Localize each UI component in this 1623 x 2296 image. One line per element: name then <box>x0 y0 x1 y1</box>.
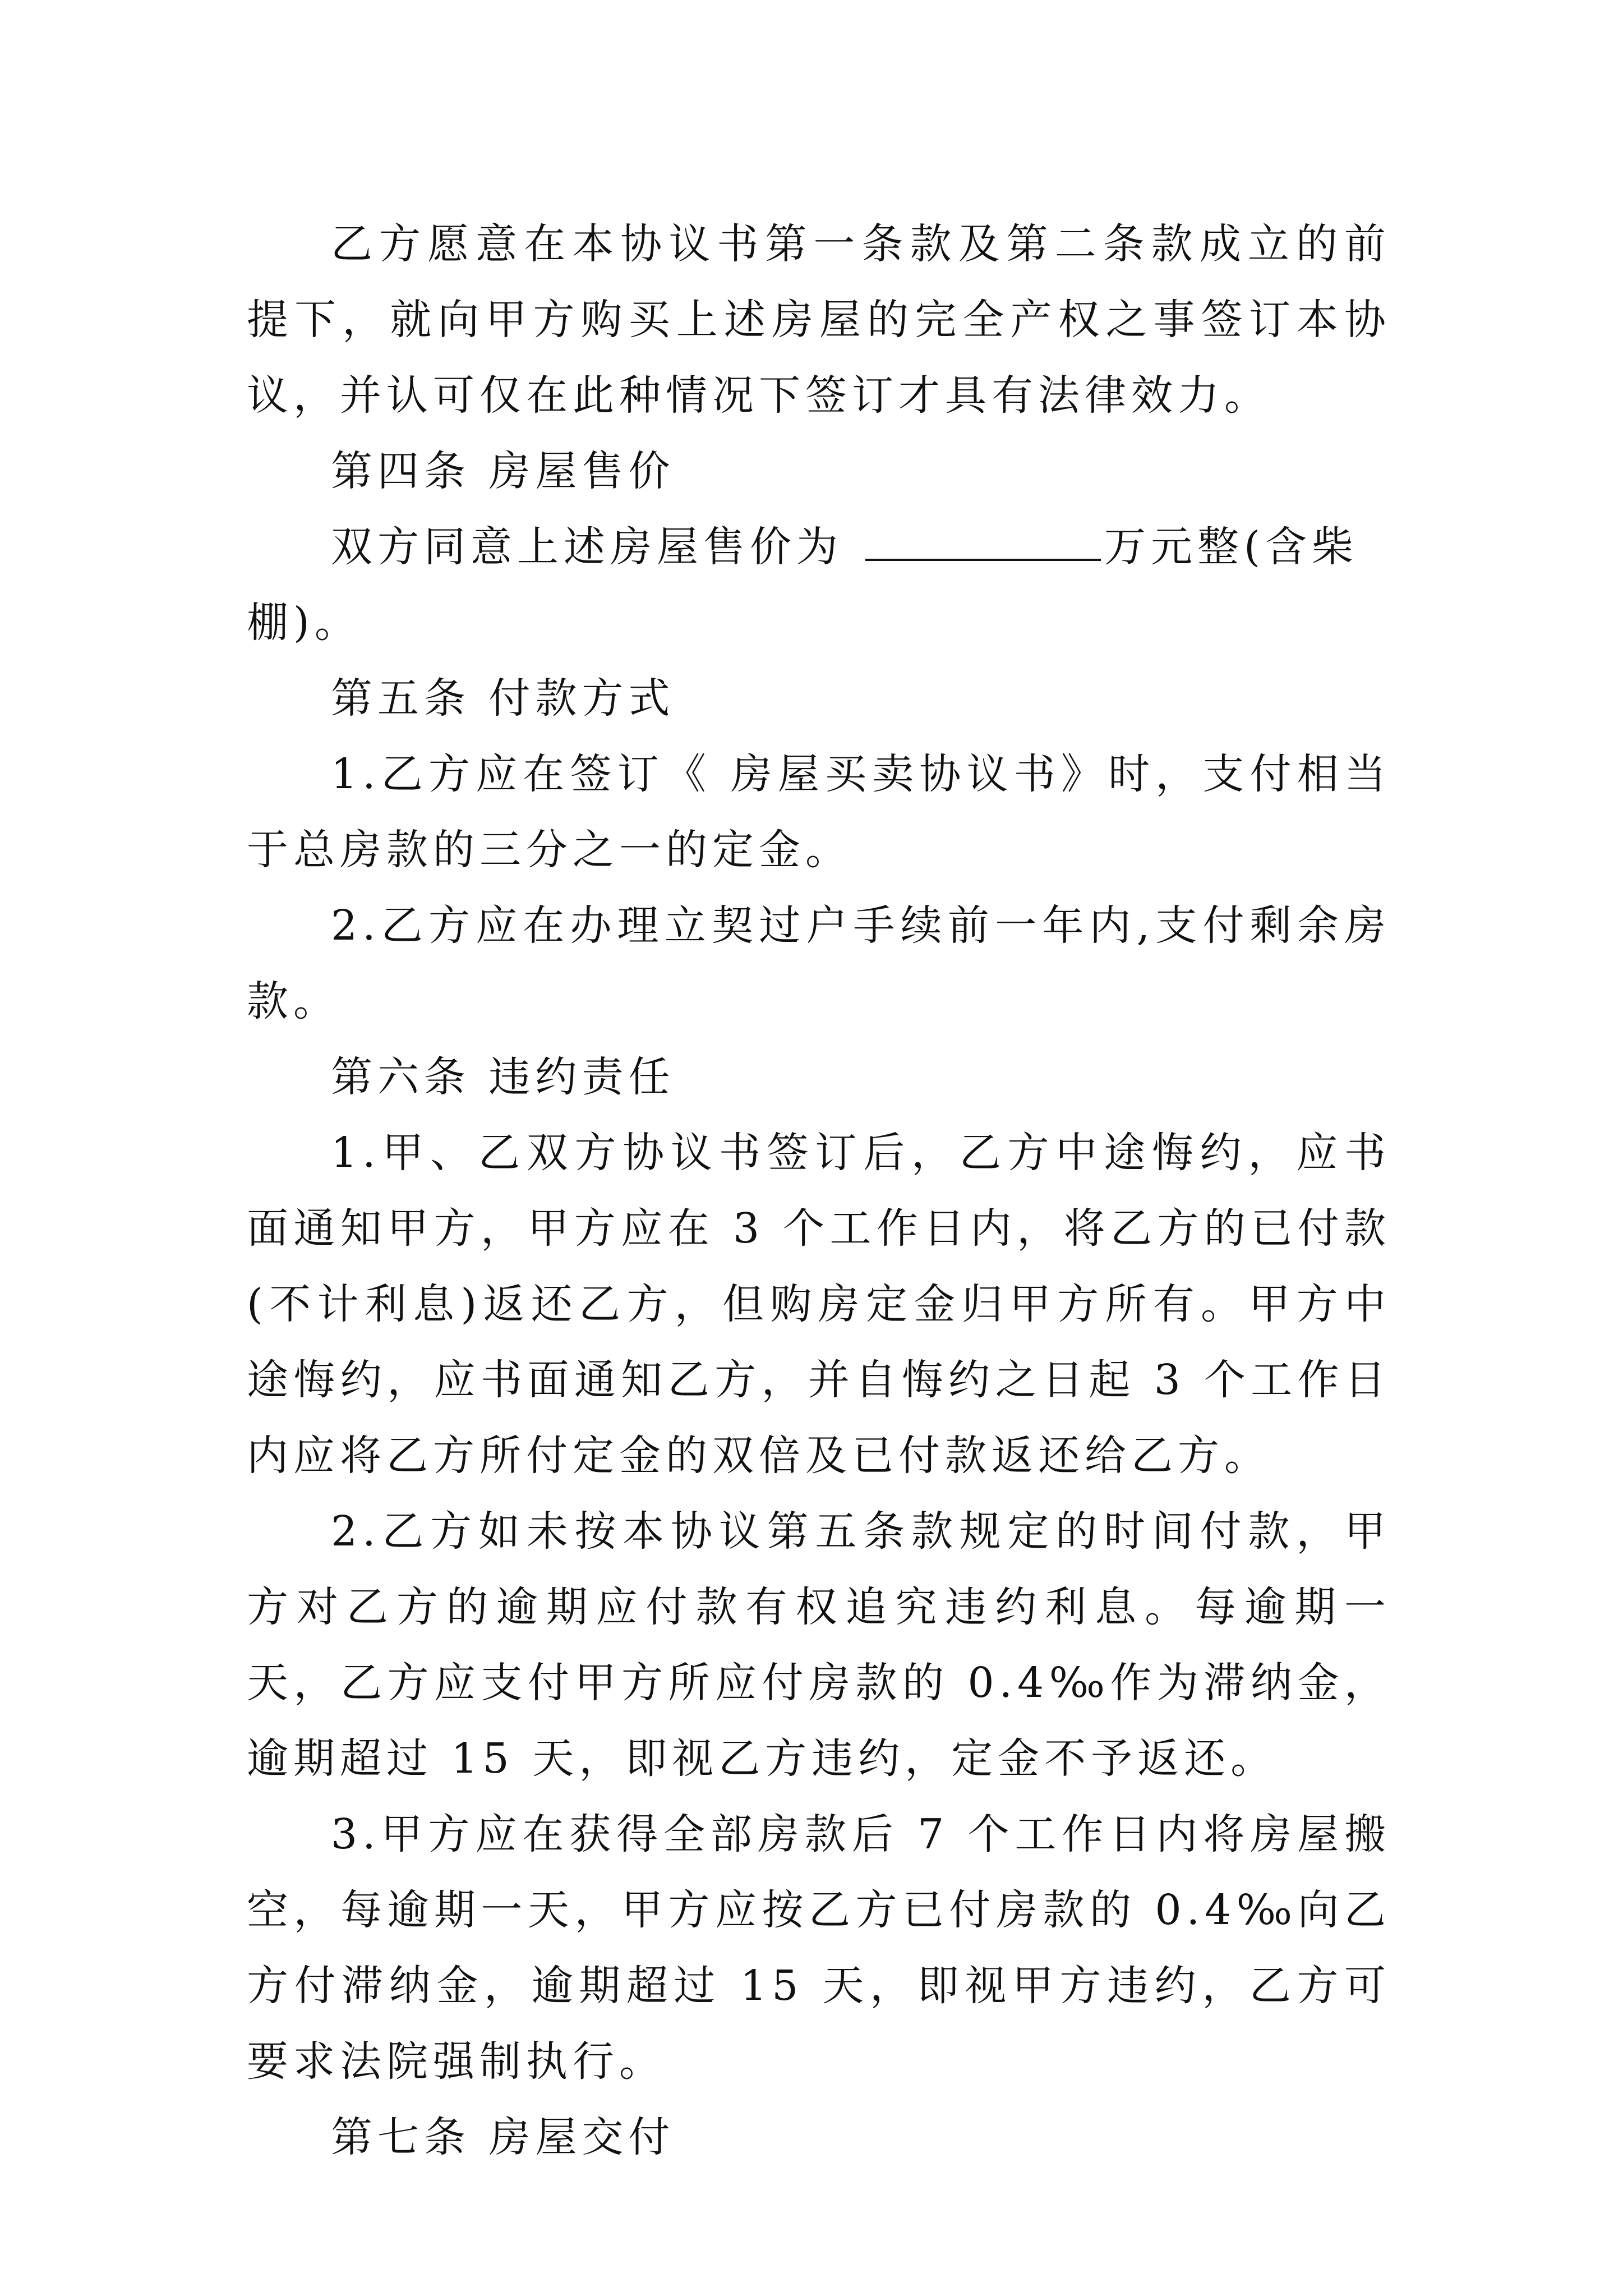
article-5-heading: 第五条 付款方式 <box>331 674 675 723</box>
paragraph-breach-1: 1.甲、乙双方协议书签订后，乙方中途悔约，应书面通知甲方，甲方应在 3 个工作日内，将乙方的已付款(不计利息)返还乙方，但购房定金归甲方所有。甲方中途悔约，应书面通知乙方，并自悔约之日起 3 个工作日内应将乙方所付定金的双倍及已付款返还给乙方。 <box>247 1129 1391 1480</box>
paragraph-remaining-payment: 2.乙方应在办理立契过户手续前一年内,支付剩余房款。 <box>247 901 1391 1025</box>
document-body <box>247 206 1391 2175</box>
paragraph-breach-3: 3.甲方应在获得全部房款后 7 个工作日内将房屋搬空，每逾期一天，甲方应按乙方已付房款的 0.4‰向乙方付滞纳金，逾期超过 15 天，即视甲方违约，乙方可要求法院强制执行。 <box>247 1810 1391 2086</box>
paragraph-deposit: 1.乙方应在签订《 房屋买卖协议书》时，支付相当于总房款的三分之一的定金。 <box>247 750 1391 874</box>
paragraph-breach-2: 2.乙方如未按本协议第五条款规定的时间付款，甲方对乙方的逾期应付款有权追究违约利息。每逾期一天，乙方应支付甲方所应付房款的 0.4‰作为滞纳金，逾期超过 15 天，即视乙方违约，定金不予返还。 <box>247 1507 1391 1783</box>
paragraph-buyer-intent: 乙方愿意在本协议书第一条款及第二条款成立的前提下，就向甲方购买上述房屋的完全产权之事签订本协议，并认可仅在此种情况下签订才具有法律效力。 <box>247 220 1391 420</box>
article-6-heading: 第六条 违约责任 <box>331 1053 675 1101</box>
sale-price-text-before: 双方同意上述房屋售价为 <box>331 523 843 571</box>
price-blank-line <box>865 519 1101 561</box>
sale-price-text-after: 万元整(含柴棚)。 <box>247 523 1358 647</box>
article-7-heading: 第七条 房屋交付 <box>331 2113 675 2161</box>
article-4-heading: 第四条 房屋售价 <box>331 447 675 495</box>
paragraph-sale-price <box>247 509 1391 661</box>
